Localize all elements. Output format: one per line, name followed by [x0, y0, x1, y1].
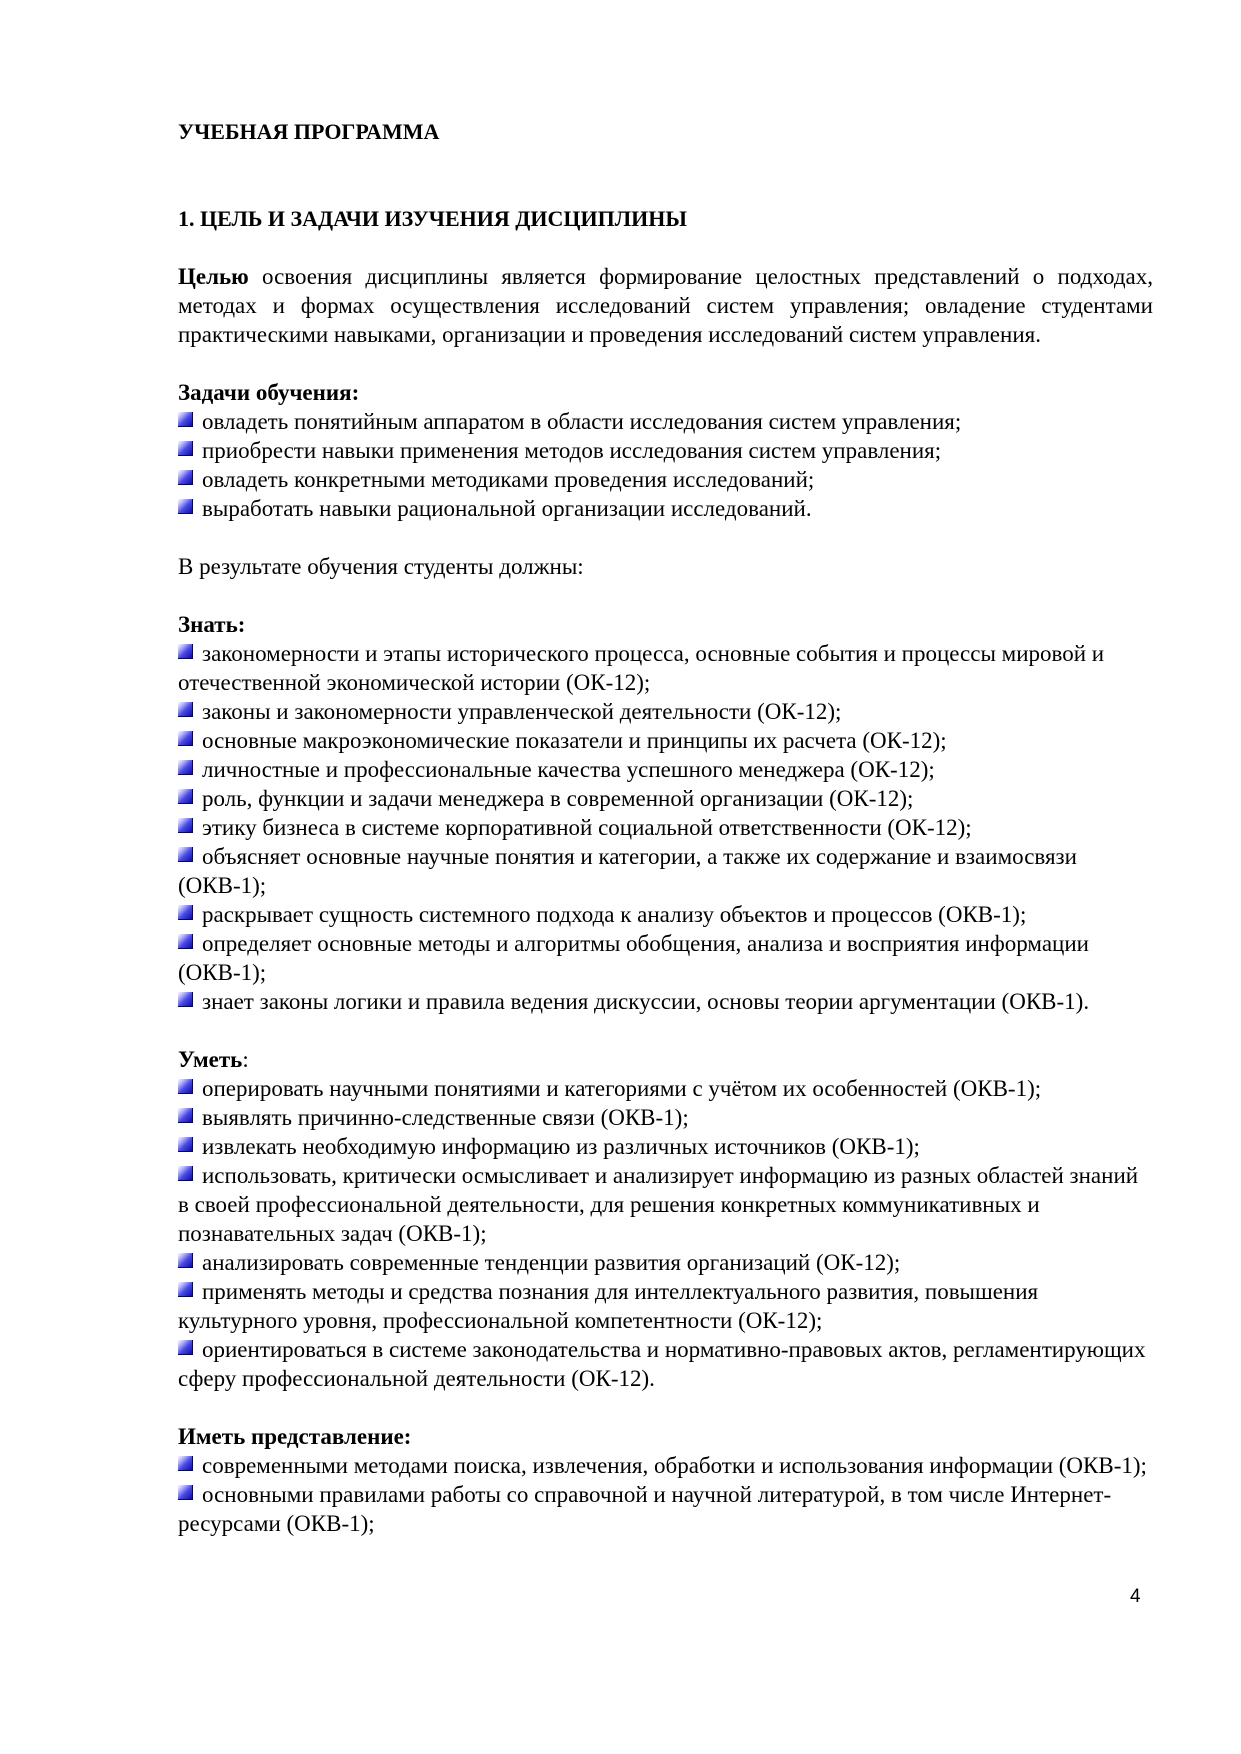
bullet-icon — [178, 731, 193, 746]
list-item-text: извлекать необходимую информацию из различных источников (ОКВ-1); — [202, 1134, 920, 1159]
list-item — [178, 494, 1153, 523]
bullet-icon — [178, 644, 193, 659]
list-item-text: закономерности и этапы исторического процесса, основные события и процессы мировой и отечественной экономической истории (ОК-12); — [178, 641, 1105, 695]
bullet-icon — [178, 1253, 193, 1268]
bullet-icon — [178, 1166, 193, 1181]
goal-text: освоения дисциплины является формирование целостных представлений о подходах, методах и формах осуществления исследований систем управления; овладение студентами практическими навыками, организации и проведения исследований систем управления. — [178, 264, 1153, 347]
list-item — [178, 436, 1153, 465]
can-heading-colon: : — [242, 1047, 249, 1072]
know-heading: Знать: — [178, 612, 246, 637]
list-item-text: анализировать современные тенденции развития организаций (ОК-12); — [202, 1250, 901, 1275]
list-item — [178, 784, 1153, 813]
document-title: УЧЕБНАЯ ПРОГРАММА — [178, 119, 440, 144]
list-item-text: овладеть понятийным аппаратом в области исследования систем управления; — [202, 409, 962, 434]
list-item-text: использовать, критически осмысливает и анализирует информацию из разных областей знаний в своей профессиональной деятельности, для решения конкретных коммуникативных и познавательных задач (ОКВ-1); — [178, 1163, 1139, 1246]
list-item — [178, 929, 1153, 987]
list-item — [178, 1103, 1153, 1132]
list-item — [178, 987, 1153, 1016]
section-title: 1. ЦЕЛЬ И ЗАДАЧИ ИЗУЧЕНИЯ ДИСЦИПЛИНЫ — [178, 206, 687, 231]
list-item — [178, 726, 1153, 755]
bullet-icon — [178, 1456, 193, 1471]
list-item-text: знает законы логики и правила ведения дискуссии, основы теории аргументации (ОКВ-1). — [202, 989, 1090, 1014]
list-item — [178, 1074, 1153, 1103]
page-number: 4 — [1130, 1586, 1141, 1607]
bullet-icon — [178, 1079, 193, 1094]
list-item-text: основными правилами работы со справочной и научной литературой, в том числе Интернет-ресурсами (ОКВ-1); — [178, 1482, 1112, 1536]
list-item — [178, 1335, 1153, 1393]
list-item-text: основные макроэкономические показатели и принципы их расчета (ОК-12); — [202, 728, 947, 753]
list-item — [178, 1277, 1153, 1335]
bullet-icon — [178, 818, 193, 833]
list-item — [178, 813, 1153, 842]
bullet-icon — [178, 1340, 193, 1355]
list-item-text: приобрести навыки применения методов исследования систем управления; — [202, 438, 942, 463]
bullet-icon — [178, 934, 193, 949]
bullet-icon — [178, 499, 193, 514]
list-item-text: применять методы и средства познания для интеллектуального развития, повышения культурного уровня, профессиональной компетентности (ОК-12); — [178, 1279, 1039, 1333]
list-item — [178, 697, 1153, 726]
list-item — [178, 407, 1153, 436]
bullet-icon — [178, 412, 193, 427]
bullet-icon — [178, 760, 193, 775]
list-item — [178, 1161, 1153, 1248]
list-item-text: роль, функции и задачи менеджера в современной организации (ОК-12); — [202, 786, 914, 811]
goal-lead: Целью — [178, 264, 249, 289]
list-item-text: личностные и профессиональные качества успешного менеджера (ОК-12); — [202, 757, 935, 782]
bullet-icon — [178, 1137, 193, 1152]
document-body — [178, 262, 1153, 1538]
tasks-heading: Задачи обучения: — [178, 380, 360, 405]
tasks-list — [178, 407, 1153, 523]
list-item — [178, 842, 1153, 900]
list-item-text: этику бизнеса в системе корпоративной социальной ответственности (ОК-12); — [202, 815, 972, 840]
have-idea-list — [178, 1451, 1153, 1538]
result-intro: В результате обучения студенты должны: — [178, 554, 584, 579]
list-item — [178, 1248, 1153, 1277]
list-item-text: определяет основные методы и алгоритмы обобщения, анализа и восприятия информации (ОКВ-1); — [178, 931, 1089, 985]
list-item-text: объясняет основные научные понятия и категории, а также их содержание и взаимосвязи (ОКВ-1); — [178, 844, 1077, 898]
list-item-text: оперировать научными понятиями и категориями с учётом их особенностей (ОКВ-1); — [202, 1076, 1042, 1101]
list-item — [178, 1480, 1153, 1538]
bullet-icon — [178, 1485, 193, 1500]
list-item-text: раскрывает сущность системного подхода к анализу объектов и процессов (ОКВ-1); — [202, 902, 1027, 927]
bullet-icon — [178, 702, 193, 717]
list-item-text: выработать навыки рациональной организации исследований. — [202, 496, 812, 521]
bullet-icon — [178, 441, 193, 456]
list-item — [178, 465, 1153, 494]
bullet-icon — [178, 470, 193, 485]
document-page — [178, 0, 1153, 1754]
bullet-icon — [178, 789, 193, 804]
have-idea-heading: Иметь представление: — [178, 1424, 412, 1449]
bullet-icon — [178, 992, 193, 1007]
list-item — [178, 900, 1153, 929]
list-item — [178, 1451, 1153, 1480]
can-list — [178, 1074, 1153, 1393]
bullet-icon — [178, 1108, 193, 1123]
bullet-icon — [178, 847, 193, 862]
list-item-text: выявлять причинно-следственные связи (ОКВ-1); — [202, 1105, 689, 1130]
can-heading-text: Уметь — [178, 1047, 243, 1072]
can-heading — [178, 1045, 1153, 1074]
list-item — [178, 755, 1153, 784]
goal-paragraph — [178, 262, 1153, 349]
list-item-text: законы и закономерности управленческой деятельности (ОК-12); — [202, 699, 842, 724]
list-item — [178, 1132, 1153, 1161]
know-list — [178, 639, 1153, 1016]
list-item-text: ориентироваться в системе законодательства и нормативно-правовых актов, регламентирующих сферу профессиональной деятельности (ОК-12). — [178, 1337, 1146, 1391]
bullet-icon — [178, 1282, 193, 1297]
list-item-text: овладеть конкретными методиками проведения исследований; — [202, 467, 815, 492]
list-item — [178, 639, 1153, 697]
bullet-icon — [178, 905, 193, 920]
list-item-text: современными методами поиска, извлечения, обработки и использования информации (ОКВ-1); — [202, 1453, 1147, 1478]
